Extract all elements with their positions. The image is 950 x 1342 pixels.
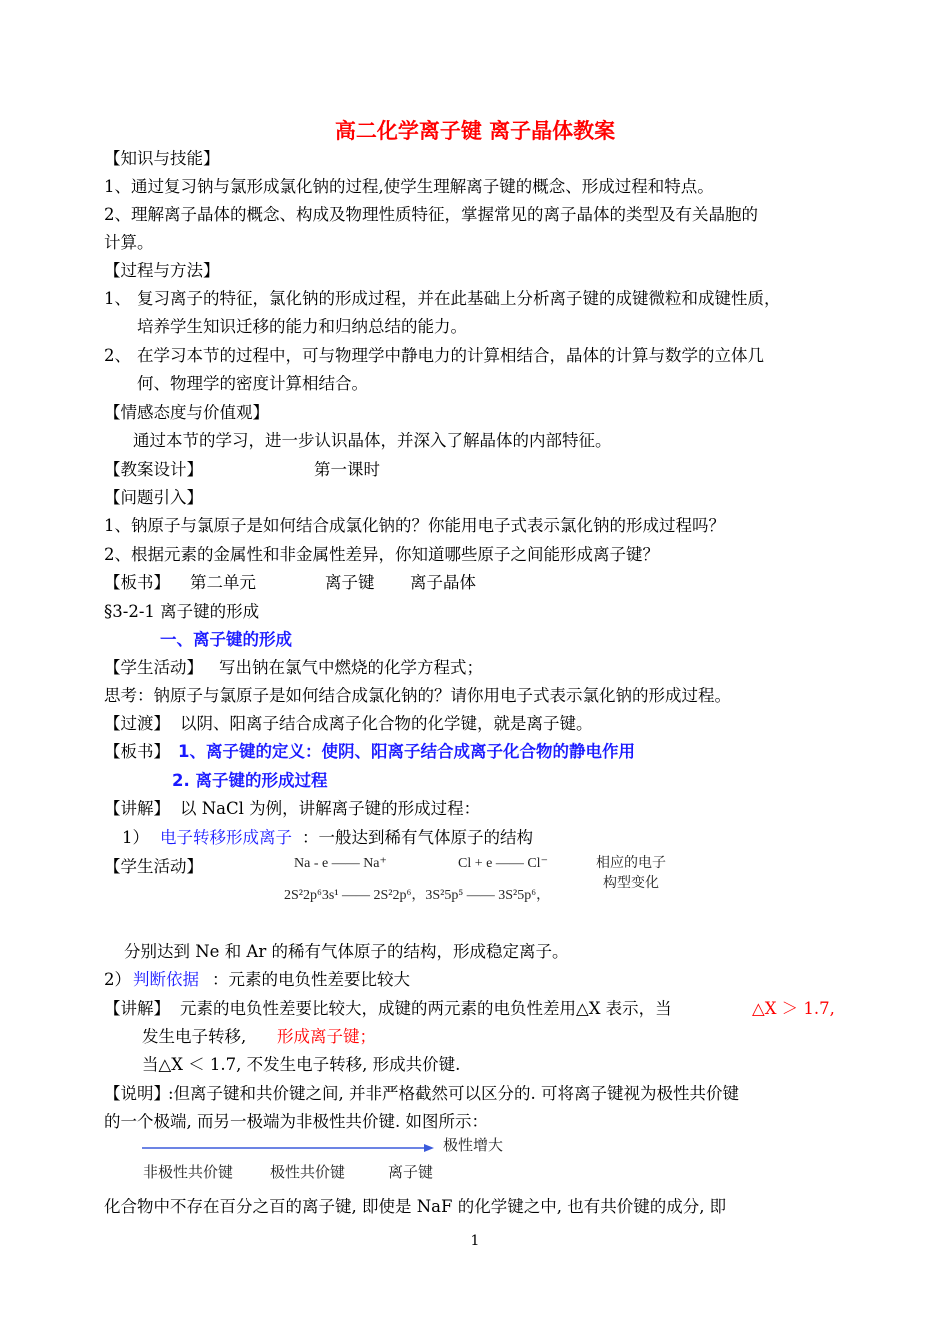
polarity-arrow-label: 极性增大 [443,1136,504,1154]
transition-heading: 【过渡】 [104,714,170,733]
reach-text: 分别达到 Ne 和 Ar 的稀有气体原子的结构，形成稳定离子。 [124,942,569,961]
step1-text: ：一般达到稀有气体原子的结构 [302,828,533,847]
equation-chlorine: Cl + e —— Cl⁻ [458,856,548,871]
question-item-2: 2、根据元素的金属性和非金属性差异，你知道哪些原子之间能形成离子键？ [104,545,659,564]
think-text: 思考：钠原子与氯原子是如何结合成氯化钠的？请你用电子式表示氯化钠的形成过程。 [104,686,731,705]
explain2-heading: 【讲解】 [104,999,170,1018]
knowledge-heading: 【知识与技能】 [104,149,220,168]
last-line: 化合物中不存在百分之百的离子键, 即使是 NaF 的化学键之中, 也有共价键的成分, 即 [104,1197,727,1216]
equation-sodium: Na - e —— Na⁺ [294,856,387,871]
process-item-1a: 复习离子的特征，氯化钠的形成过程，并在此基础上分析离子键的成键微粒和成键性质， [137,289,781,308]
electron-config-note-text: 相应的电子 构型变化 [596,855,666,891]
question-heading: 【问题引入】 [104,488,203,507]
section-number: §3-2-1 离子键的形成 [104,602,260,621]
board2-heading: 【板书】 [104,742,170,761]
board-unit: 第二单元 [190,573,256,592]
knowledge-item-2a: 2、理解离子晶体的概念、构成及物理性质特征，掌握常见的离子晶体的类型及有关晶胞的 [104,205,758,224]
explain2-text: 元素的电负性差要比较大，成键的两元素的电负性差用△X 表示，当 [180,999,672,1018]
board2-definition: 1、离子键的定义：使阴、阳离子结合成离子化合物的静电作用 [178,742,635,761]
label-ionic-bond: 离子键 [388,1163,434,1181]
step1-number: 1） [122,828,149,847]
board-heading: 【板书】 [104,573,170,592]
process-item-2a: 在学习本节的过程中，可与物理学中静电力的计算相结合，晶体的计算与数学的立体几 [137,346,764,365]
process-item-2-number: 2、 [104,346,131,365]
process-item-2b: 何、物理学的密度计算相结合。 [137,374,368,393]
emotion-heading: 【情感态度与价值观】 [104,403,269,422]
equation-configuration: 2S²2p⁶3s¹ —— 2S²2p⁶，3S²5p⁵ —— 3S²5p⁶， [284,888,551,903]
heading-ionic-bond-formation: 一、离子键的形成 [160,630,292,649]
knowledge-item-2b: 计算。 [104,233,154,252]
explain2-forms-ionic: 形成离子键； [277,1027,376,1046]
page-number: 1 [470,1233,480,1249]
board-topic-2: 离子晶体 [410,573,476,592]
explain2-threshold: △X ＞ 1.7, [752,999,835,1018]
polarity-arrow-head [424,1144,434,1152]
process-item-1b: 培养学生知识迁移的能力和归纳总结的能力。 [137,317,467,336]
step2-number: 2） [104,970,131,989]
step2-text: ：元素的电负性差要比较大 [212,970,410,989]
design-heading: 【教案设计】 [104,460,203,479]
transition-text: 以阴、阳离子结合成离子化合物的化学键，就是离子键。 [180,714,593,733]
explain-text: 以 NaCl 为例，讲解离子键的形成过程： [180,799,481,818]
process-heading: 【过程与方法】 [104,261,220,280]
note-text-a: :但离子键和共价键之间, 并非严格截然可以区分的. 可将离子键视为极性共价键 [168,1084,740,1103]
label-polar-covalent: 极性共价键 [270,1163,346,1181]
board2-subheading: 2. 离子键的形成过程 [172,771,328,790]
activity-heading: 【学生活动】 [104,658,203,677]
page-title: 高二化学离子键 离子晶体教案 [334,119,616,143]
label-nonpolar-covalent: 非极性共价键 [143,1163,234,1181]
explain2-transfer: 发生电子转移, [142,1027,247,1046]
activity-text: 写出钠在氯气中燃烧的化学方程式； [219,658,483,677]
design-value: 第一课时 [314,460,380,479]
note-text-b: 的一个极端, 而另一极端为非极性共价键. 如图所示： [104,1112,488,1131]
electron-config-note [586,853,676,893]
question-item-1: 1、钠原子与氯原子是如何结合成氯化钠的？你能用电子式表示氯化钠的形成过程吗？ [104,516,725,535]
activity2-heading: 【学生活动】 [104,857,203,876]
knowledge-item-1: 1、通过复习钠与氯形成氯化钠的过程,使学生理解离子键的概念、形成过程和特点。 [104,177,714,196]
note-heading: 【说明】 [104,1084,170,1103]
step2-label: 判断依据 [133,970,199,989]
board-topic-1: 离子键 [325,573,375,592]
step1-label: 电子转移形成离子 [160,828,292,847]
explain-heading: 【讲解】 [104,799,170,818]
emotion-text: 通过本节的学习，进一步认识晶体，并深入了解晶体的内部特征。 [133,431,612,450]
process-item-1-number: 1、 [104,289,131,308]
explain2-covalent: 当△X ＜ 1.7, 不发生电子转移, 形成共价键. [142,1055,461,1074]
